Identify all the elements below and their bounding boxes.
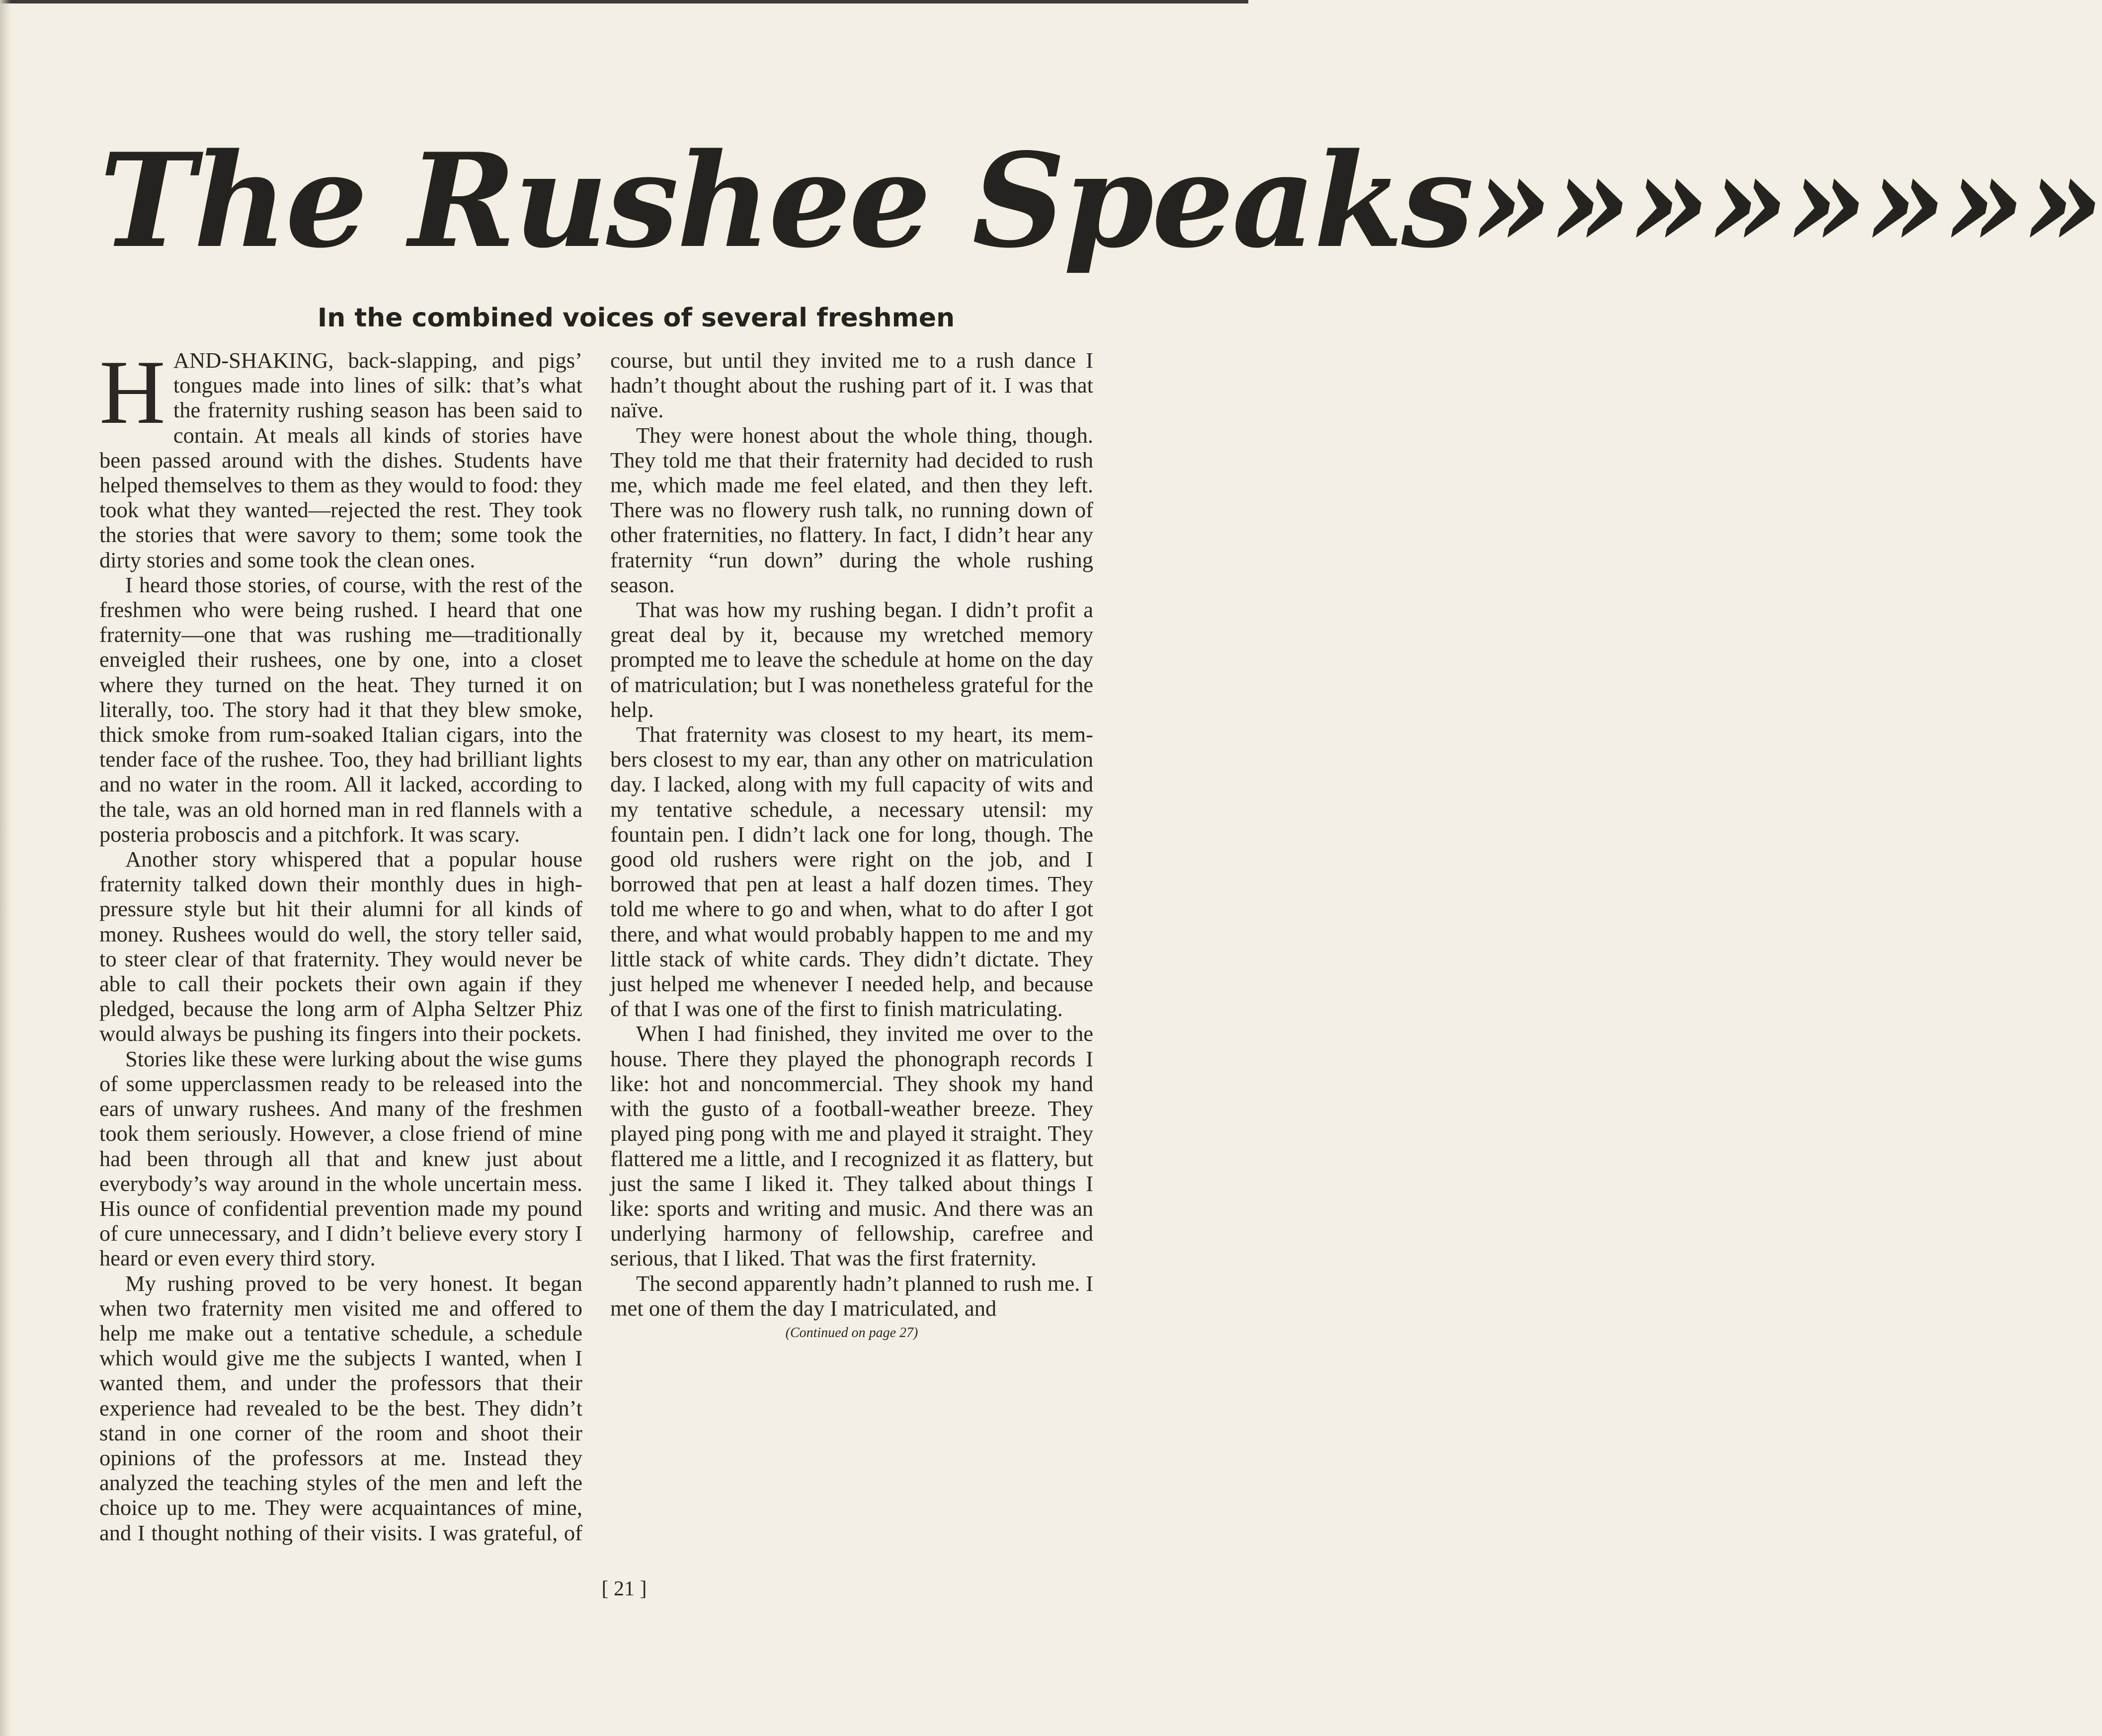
- article-subtitle: In the combined voices of several freshmen: [317, 303, 955, 333]
- lead-text: AND-SHAKING, back-slapping, and pigs’ tongues made into lines of silk: that’s what the fraternity rushing season has been said to contain. At meals all kinds of stories have been passed around with the dishes. Students have helped themselves to them as they would to food: they took what they wanted—rejected the rest. They took the stories that were savory to them; some took the dirty stories and some took the clean ones.: [99, 348, 582, 572]
- binding-shadow: [0, 0, 11, 1736]
- article-body: [99, 341, 1093, 1560]
- continued-note: (Continued on page 27): [785, 1325, 918, 1341]
- paragraph-lead: [99, 341, 582, 572]
- paragraph: They were honest about the whole thing, though. They told me that their fraternity had decided to rush me, which made me feel elated, and then they left. There was no flowery rush talk, no running down of other fraternities, no flattery. In fact, I didn’t hear any fraternity “run down” during the whole rushing season.: [610, 422, 1093, 597]
- paragraph: That fraternity was closest to my heart, its members closest to my ear, than any other on matriculation day. I lacked, along with my full capacity of wits and my tentative schedule, a necessary utensil: my fountain pen. I didn’t lack one for long, though. The good old rushers were right on the job, and I borrowed that pen at least a half dozen times. They told me where to go and when, what to do after I got there, and what would probably happen to me and my little stack of white cards. They didn’t dictate. They just helped me whenever I needed help, and because of that I was one of the first to finish matriculating.: [610, 722, 1093, 1022]
- paragraph: Another story whispered that a popular house fraternity talked down their monthly dues in high-pressure style but hit their alumni for all kinds of money. Rushees would do well, the story teller said, to steer clear of that fraternity. They would never be able to call their pockets their own again if they pledged, because the long arm of Alpha Seltzer Phiz would always be pushing its fingers into their pockets.: [99, 847, 582, 1046]
- page-number: [ 21 ]: [601, 1578, 647, 1600]
- paragraph: That was how my rushing began. I didn’t profit a great deal by it, because my wretched memory prompted me to leave the schedule at home on the day of matriculation; but I was nonetheless grateful for the help.: [610, 597, 1093, 722]
- paragraph: I heard those stories, of course, with the rest of the freshmen who were being rushed. I heard that one fraternity—one that was rushing me—traditionally enveigled their rushees, one by one, into a closet where they turned on the heat. They turned it on literally, too. The story had it that they blew smoke, thick smoke from rum-soaked Italian cigars, into the tender face of the rushee. Too, they had brilliant lights and no water in the room. All it lacked, according to the tale, was an old horned man in red flannels with a posteria proboscis and a pitchfork. It was scary.: [99, 572, 582, 847]
- article-title: The Rushee Speaks»»»»»»»»: [99, 125, 2102, 277]
- top-edge-rule: [0, 0, 1248, 3]
- paragraph: When I had finished, they invited me over to the house. There they played the phonograph records I like: hot and noncommercial. They shook my hand with the gusto of a football-weather breeze. They played ping pong with me and played it straight. They flattered me a little, and I recognized it as flattery, but just the same I liked it. They talked about things I like: sports and writing and music. And there was an underlying harmony of fellowship, carefree and serious, that I liked. That was the first fraternity.: [610, 1021, 1093, 1271]
- drop-cap: H: [99, 341, 165, 443]
- paragraph: The second apparently hadn’t planned to rush me. I met one of them the day I matriculated, and: [610, 1270, 1093, 1321]
- paragraph: Stories like these were lurking about the wise gums of some upperclassmen ready to be released into the ears of unwary rushees. And many of the freshmen took them seriously. However, a close friend of mine had been through all that and knew just about everybody’s way around in the whole uncertain mess. His ounce of confidential prevention made my pound of cure unnecessary, and I didn’t believe every story I heard or even every third story.: [99, 1046, 582, 1271]
- paragraph: My rushing proved to be very honest. It began when two fraternity men visited me and offered to help me make out a tentative schedule, a schedule which would give me the subjects I wanted, when I wanted them, and under the professors that their experience had revealed to be the best. They didn’t stand in one corner of the room and shoot their opinions of the professors at me. Instead they analyzed the teaching styles of the men and left the choice up to me. They were acquaintances of mine, and I thought nothing of their visits. I was grateful, of course, but until they invited me to a rush dance I hadn’t thought about the rushing part of it. I was that naïve.: [99, 348, 1093, 1545]
